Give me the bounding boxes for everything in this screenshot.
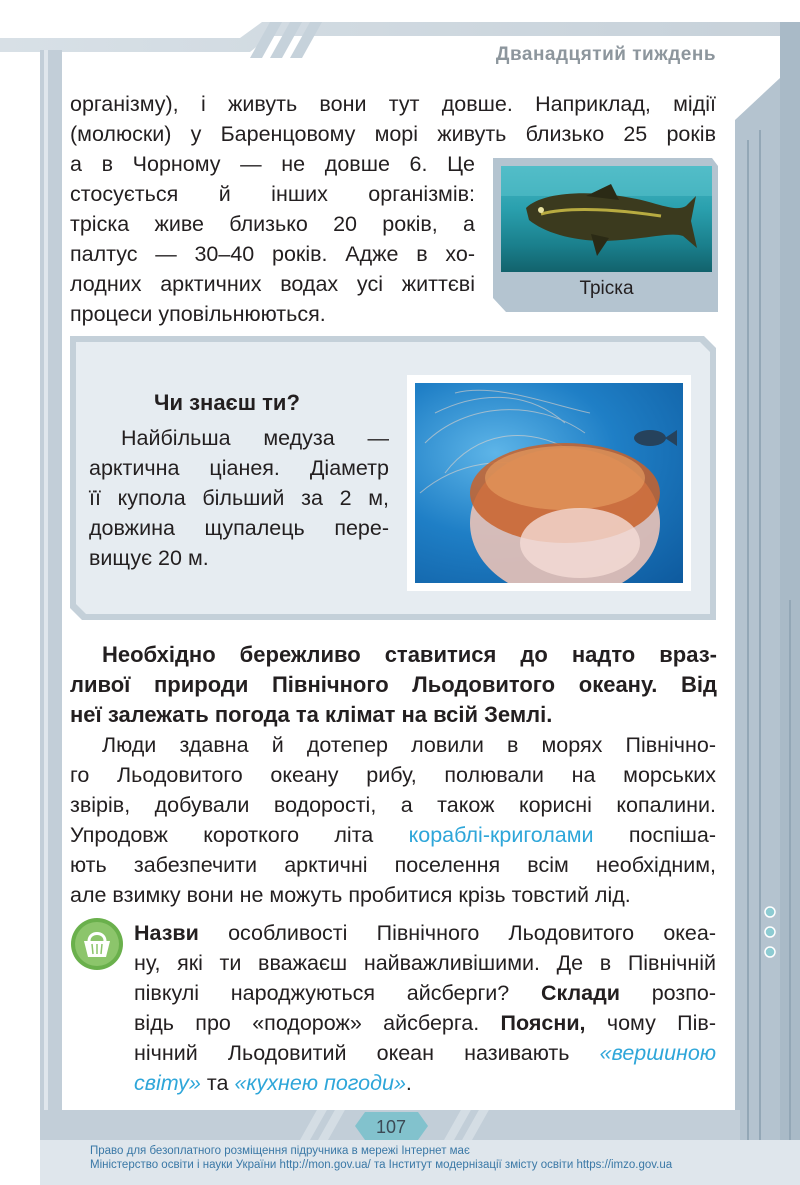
paragraph-line: звірів, добували водорості, а також корисні копалини. [70,793,716,817]
top-of-world-term: «вершиною [599,1041,716,1065]
paragraph-line: палтус — 30–40 років. Адже в хо- [70,242,475,266]
did-you-know-line: арктична ціанея. Діаметр [89,456,389,480]
did-you-know-line: Найбільша медуза — [121,426,389,450]
task-line [134,1068,716,1098]
paragraph-fragment: поспіша- [628,823,716,847]
paragraph-line [70,820,716,850]
task-block [134,918,716,1098]
paragraph-line: а в Чорному — не довше 6. Це [70,152,475,176]
lion-mane-jellyfish-illustration [415,383,683,583]
task-fragment: відь про «подорож» айсберга. [134,1011,480,1035]
task-line [134,978,716,1008]
page-number: 107 [375,1117,407,1137]
bold-statement-line: неї залежать погода та клімат на всій Землі. [70,702,553,727]
weather-kitchen-term: «кухнею погоди» [234,1071,406,1095]
paragraph-line: (молюски) у Баренцовому морі живуть близько 25 років [70,122,716,146]
task-fragment: півкулі народжуються айсберги? [134,981,510,1005]
task-verb: Поясни, [500,1011,586,1035]
task-fragment: чому Пів- [606,1011,716,1035]
task-line [134,1038,716,1068]
cod-fish-illustration [501,166,712,272]
paragraph-line: лодних арктичних водах усі життєві [70,272,475,296]
task-verb: Склади [540,981,620,1005]
bold-statement-line: Необхідно бережливо ставитися до надто враз- [102,642,717,667]
paragraph-line: процеси уповільнюються. [70,302,326,326]
did-you-know-line: вищує 20 м. [89,546,209,570]
paragraph-3 [70,730,716,910]
footer-line: Міністерство освіти і науки України http://mon.gov.ua/ та Інститут модернізації змісту освіти https://imzo.gov.ua [90,1159,673,1171]
footer-line: Право для безоплатного розміщення підручника в мережі Інтернет має [90,1145,470,1157]
cod-caption: Тріска [579,278,634,299]
task-line [134,1008,716,1038]
paragraph-line: го Льодовитого океану рибу, полювали на морських [70,763,716,787]
paragraph-line: але взимку вони не можуть пробитися крізь товстий лід. [70,883,631,907]
paragraph-line: організму), і живуть вони тут довше. Наприклад, мідії [70,92,716,116]
task-verb: Назви [134,921,199,945]
did-you-know-text [89,423,389,573]
task-fragment: розпо- [651,981,716,1005]
footer-notice [90,1144,730,1172]
bold-statement-line: ливої природи Північного Льодовитого океану. Від [70,672,717,697]
jellyfish-photo [415,383,683,583]
task-fragment: . [405,1071,412,1095]
paragraph-line: ють забезпечити арктичні поселення всім необхідним, [70,853,716,877]
paragraph-line: тріска живе близько 20 років, а [70,212,475,236]
bold-statement [70,640,717,730]
paragraph-line: стосується й інших організмів: [70,182,475,206]
paragraph-line: Люди здавна й дотепер ловили в морях Північно- [102,733,716,757]
icebreakers-term: кораблі-криголами [408,823,594,847]
basket-icon [70,917,124,971]
task-fragment: нічний Льодовитий океан називають [134,1041,570,1065]
paragraph-narrow-block [70,149,475,329]
did-you-know-line: її купола більший за 2 м, [89,486,389,510]
task-line [134,918,716,948]
did-you-know-title: Чи знаєш ти? [154,390,300,415]
cod-photo [501,166,712,272]
task-fragment: особливості Північного Льодовитого океа- [228,921,716,945]
top-of-world-term-end: світу» [134,1071,201,1095]
week-title: Дванадцятий тиждень [495,44,716,65]
paragraph-fragment: Упродовж короткого літа [70,823,374,847]
task-line: ну, які ти вважаєш найважливішими. Де в Північній [134,951,716,975]
task-fragment: та [206,1071,229,1095]
did-you-know-line: довжина щупалець пере- [89,516,389,540]
